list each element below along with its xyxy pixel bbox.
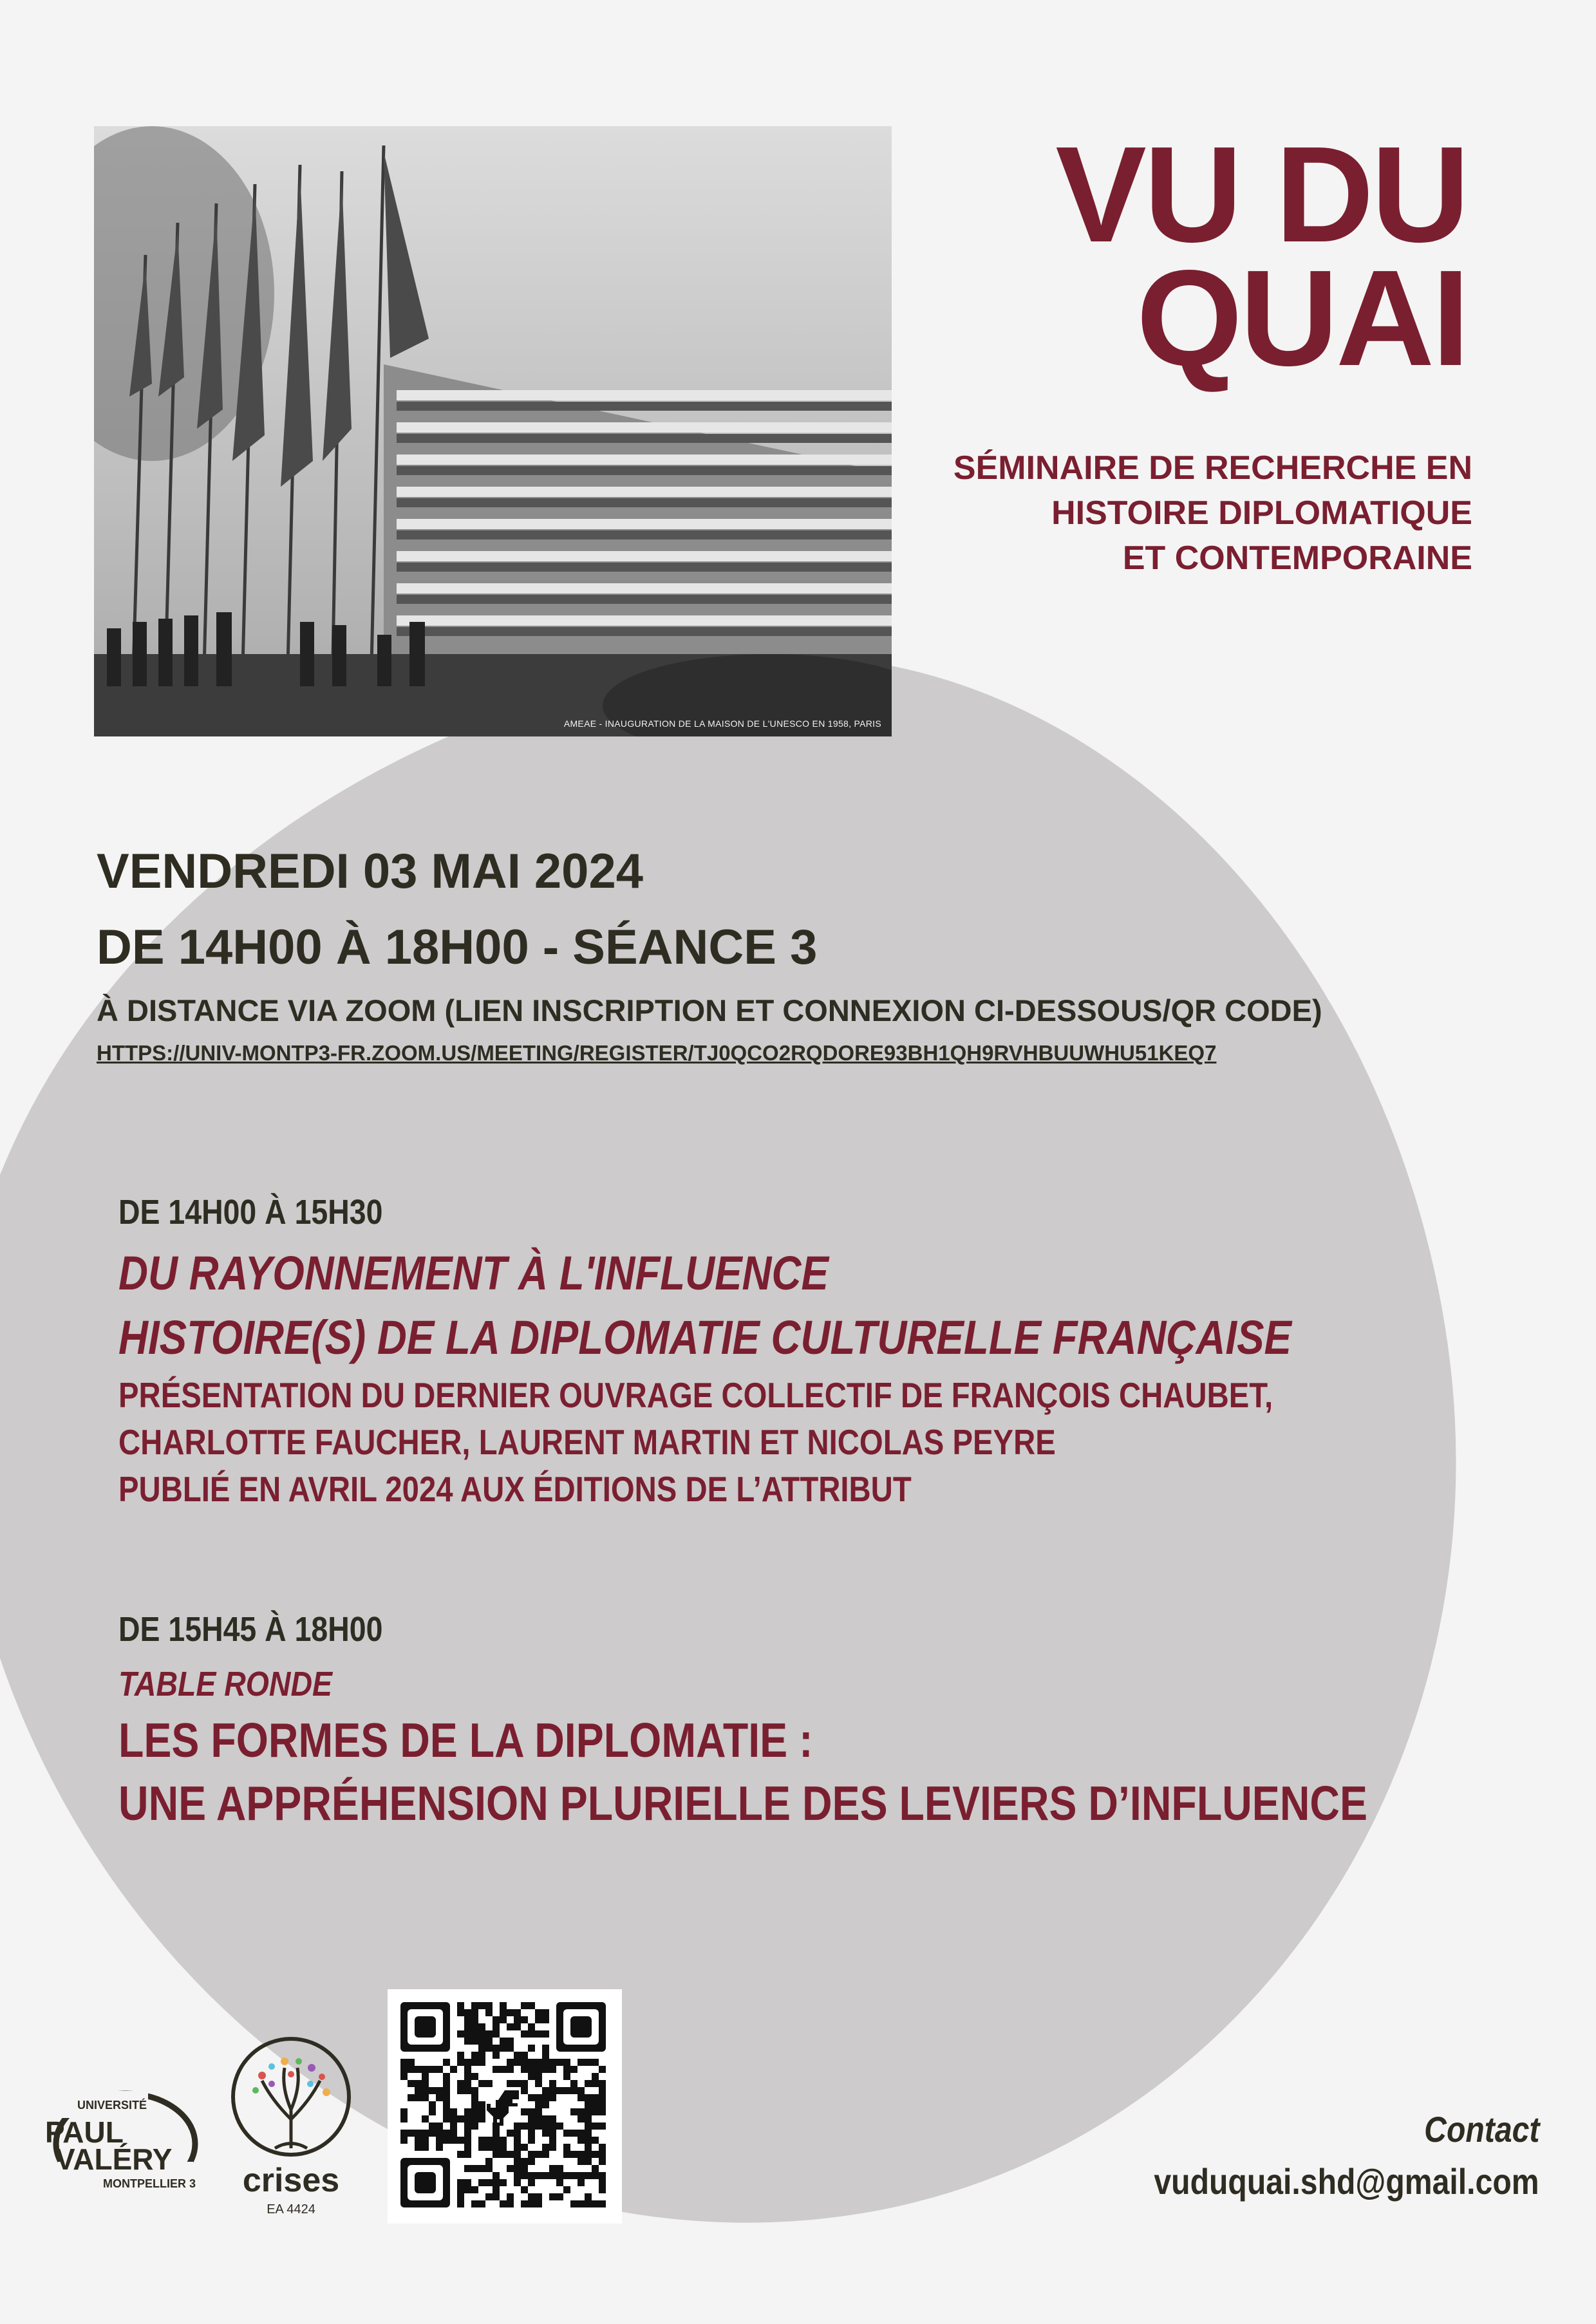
session2-title-line-1: LES FORMES DE LA DIPLOMATIE : — [118, 1713, 813, 1767]
qr-code[interactable] — [388, 1989, 622, 2224]
session1-title-line-1: DU RAYONNEMENT À L'INFLUENCE — [118, 1246, 829, 1300]
pv-name-1: PAUL — [45, 2115, 124, 2149]
subtitle-line-3: ET CONTEMPORAINE — [1122, 539, 1472, 577]
session1-desc-line-2: CHARLOTTE FAUCHER, LAURENT MARTIN ET NICOLAS PEYRE — [118, 1422, 1056, 1462]
session1-desc-line-3: PUBLIÉ EN AVRIL 2024 AUX ÉDITIONS DE L’ATTRIBUT — [118, 1469, 912, 1509]
session1-time: DE 14H00 À 15H30 — [118, 1193, 383, 1232]
session1-desc-line-1: PRÉSENTATION DU DERNIER OUVRAGE COLLECTIF DE FRANÇOIS CHAUBET, — [118, 1375, 1273, 1415]
crises-logo — [227, 2036, 355, 2222]
event-date: VENDREDI 03 MAI 2024 — [97, 844, 643, 899]
pv-name-2: VALÉRY — [55, 2142, 173, 2176]
pv-top-text: UNIVERSITÉ — [77, 2099, 147, 2112]
subtitle-line-1: SÉMINAIRE DE RECHERCHE EN — [953, 449, 1472, 487]
title-line-2: QUAI — [1136, 241, 1467, 394]
photo-caption: AMEAE - INAUGURATION DE LA MAISON DE L'UNESCO EN 1958, PARIS — [563, 718, 881, 729]
session2-title-line-2: UNE APPRÉHENSION PLURIELLE DES LEVIERS D’INFLUENCE — [118, 1776, 1368, 1830]
crises-code: EA 4424 — [267, 2202, 315, 2216]
pv-bottom-text: MONTPELLIER 3 — [103, 2177, 196, 2190]
paul-valery-logo — [39, 2079, 200, 2202]
session1-title-line-2: HISTOIRE(S) DE LA DIPLOMATIE CULTURELLE FRANÇAISE — [118, 1311, 1291, 1364]
title-line-1: VU DU — [1055, 118, 1467, 270]
contact-label: Contact — [1423, 2109, 1539, 2150]
session2-time: DE 15H45 À 18H00 — [118, 1610, 383, 1649]
dino-icon — [487, 2090, 519, 2126]
crises-name: crises — [242, 2162, 340, 2199]
subtitle-line-2: HISTOIRE DIPLOMATIQUE — [1051, 494, 1472, 532]
event-time-session: DE 14H00 À 18H00 - SÉANCE 3 — [97, 920, 818, 975]
zoom-registration-link[interactable]: HTTPS://UNIV-MONTP3-FR.ZOOM.US/MEETING/REGISTER/TJ0QCO2RQDORE93BH1QH9RVHBUUWHU51KEQ7 — [97, 1041, 1217, 1065]
round-table-label: TABLE RONDE — [118, 1665, 332, 1703]
remote-info: À DISTANCE VIA ZOOM (LIEN INSCRIPTION ET CONNEXION CI-DESSOUS/QR CODE) — [97, 993, 1322, 1027]
unesco-photo — [94, 126, 892, 736]
qr-code-graphic — [388, 1989, 622, 2224]
contact-email-link[interactable]: vuduquai.shd@gmail.com — [1154, 2161, 1539, 2202]
seminar-subtitle — [893, 445, 1472, 581]
